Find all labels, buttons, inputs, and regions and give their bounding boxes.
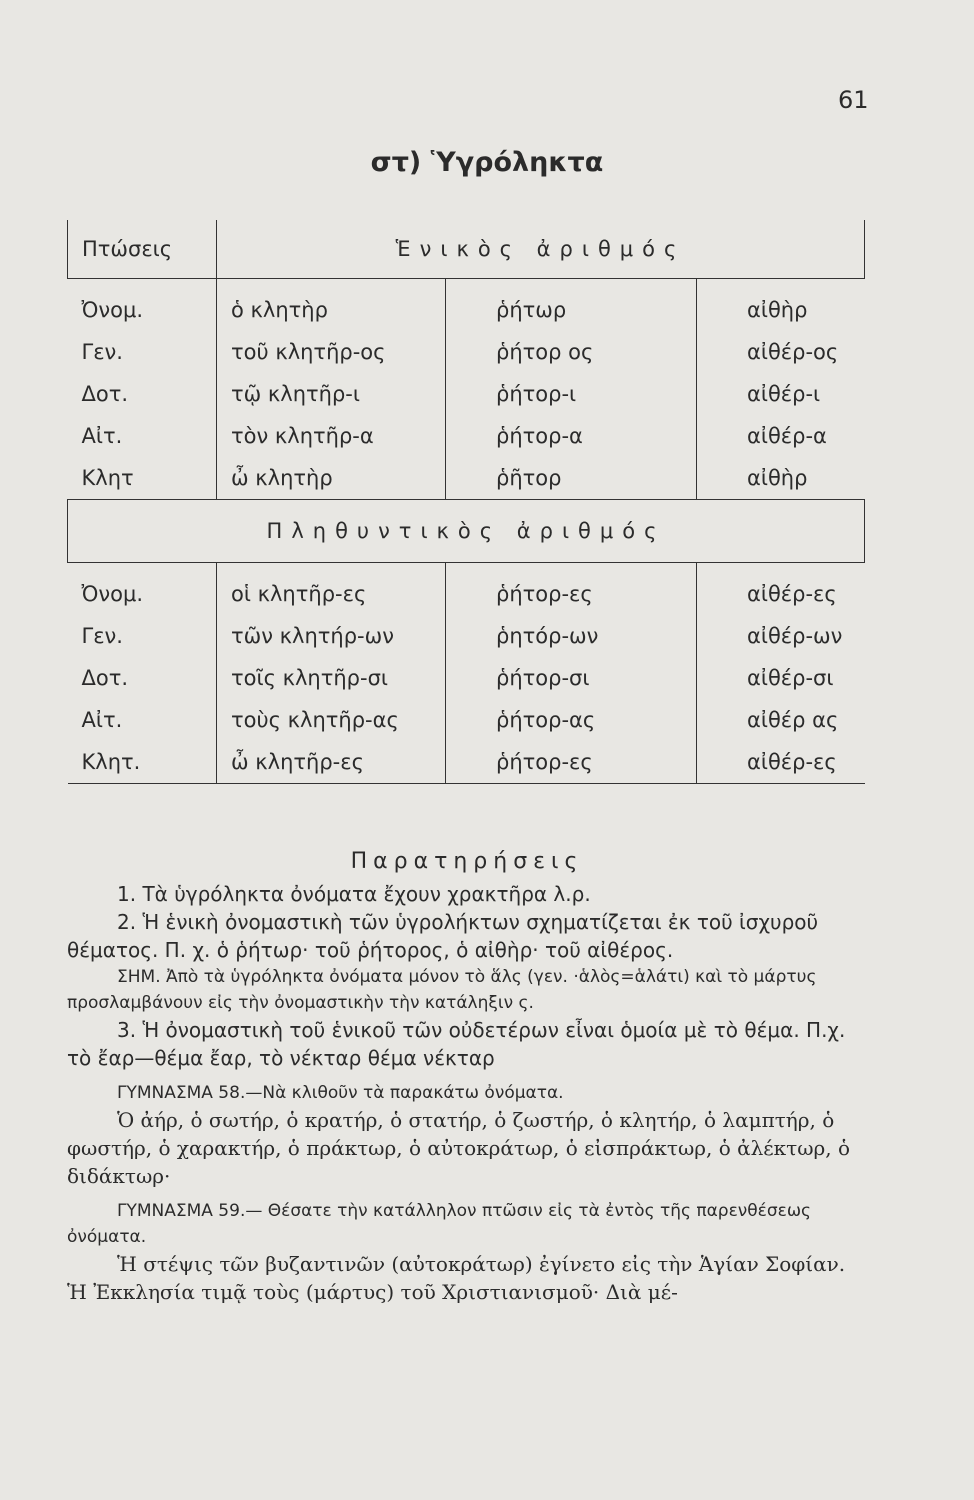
- exercise-58-text: Ὁ ἀήρ, ὁ σωτήρ, ὁ κρατήρ, ὁ στατήρ, ὁ ζωστήρ, ὁ κλητήρ, ὁ λαμπτήρ, ὁ φωστήρ, ὁ χαρακτήρ, ὁ πράκτωρ, ὁ αὐτοκράτωρ, ὁ εἰσπράκτωρ, ὁ ἀλέκτωρ, ὁ διδάκτωρ·: [67, 1108, 851, 1188]
- exercise-59-title: ΓΥΜΝΑΣΜΑ 59.— Θέσατε τὴν κατάλληλον πτῶσιν εἰς τὰ ἐντὸς τῆς παρενθέσεως ὀνόματα.: [67, 1201, 812, 1247]
- form-aithir: αἰθέρ-ι: [747, 382, 821, 406]
- form-ritor: ῥήτορ-ι: [446, 373, 697, 415]
- table-row: [68, 699, 865, 741]
- form-kletir: ὦ κλητὴρ: [217, 457, 446, 500]
- form-ritor: ῥήτορ ος: [446, 331, 697, 373]
- form-kletir: τοῖς κλητῆρ-σι: [217, 657, 446, 699]
- note-shm: ΣΗΜ. Ἀπὸ τὰ ὑγρόληκτα ὀνόματα μόνον τὸ ἅλς (γεν. ·ἁλὸς=ἁλάτι) καὶ τὸ μάρτυς προσλαμβάνουν εἰς τὴν ὀνομαστικὴν τὴν κατάληξιν ς.: [67, 967, 817, 1013]
- form-ritor: ῥῆτορ: [446, 457, 697, 500]
- form-ritor: ῥήτωρ: [446, 279, 697, 332]
- case-label: Γεν.: [68, 331, 217, 373]
- cases-header: Πτώσεις: [68, 220, 217, 279]
- form-aithir: αἰθέρ-α: [747, 424, 827, 448]
- case-label: Κλητ: [68, 457, 217, 500]
- table-row: [68, 415, 865, 457]
- table-row: [68, 331, 865, 373]
- case-label: Δοτ.: [68, 657, 217, 699]
- table-row: [68, 657, 865, 699]
- table-row: [68, 741, 865, 784]
- table-header-row: [68, 220, 865, 279]
- page-number: 61: [838, 86, 869, 114]
- case-label: Αἰτ.: [68, 415, 217, 457]
- form-kletir: τῶν κλητήρ-ων: [217, 615, 446, 657]
- exercise-59-text: Ἡ στέψις τῶν βυζαντινῶν (αὐτοκράτωρ) ἐγίνετο εἰς τὴν Ἁγίαν Σοφίαν. Ἡ Ἐκκλησία τιμᾷ τοὺς (μάρτυς) τοῦ Χριστιανισμοῦ· Διὰ μέ-: [67, 1252, 846, 1304]
- case-label: Αἰτ.: [68, 699, 217, 741]
- table-row: [68, 615, 865, 657]
- table-row: [68, 373, 865, 415]
- section-title: στ) Ὑγρόληκτα: [370, 147, 604, 178]
- case-label: Ὀνομ.: [68, 563, 217, 616]
- singular-title: Ἑνικὸς ἀριθμός: [217, 220, 865, 279]
- note-1: 1. Τὰ ὑγρόληκτα ὀνόματα ἔχουν χρακτῆρα λ.ρ.: [117, 882, 591, 906]
- form-aithir: αἰθὴρ: [747, 466, 808, 490]
- form-kletir: τῷ κλητῆρ-ι: [217, 373, 446, 415]
- case-label: Κλητ.: [68, 741, 217, 784]
- form-kletir: ὦ κλητῆρ-ες: [217, 741, 446, 784]
- form-kletir: οἱ κλητῆρ-ες: [217, 563, 446, 616]
- form-ritor: ῥητόρ-ων: [446, 615, 697, 657]
- case-label: Ὀνομ.: [68, 279, 217, 332]
- note-2: 2. Ἡ ἑνικὴ ὀνομαστικὴ τῶν ὑγρολήκτων σχηματίζεται ἐκ τοῦ ἰσχυροῦ θέματος. Π. χ. ὁ ῥήτωρ· τοῦ ῥήτορος, ὁ αἰθὴρ· τοῦ αἰθέρος.: [67, 910, 819, 962]
- form-aithir: αἰθέρ-ος: [747, 340, 839, 364]
- table-row: [68, 279, 865, 332]
- form-ritor: ῥήτορ-α: [446, 415, 697, 457]
- form-kletir: τοῦ κλητῆρ-ος: [217, 331, 446, 373]
- form-aithir: αἰθέρ-ων: [747, 624, 843, 648]
- form-ritor: ῥήτορ-σι: [446, 657, 697, 699]
- notes-title: Παρατηρήσεις: [350, 849, 584, 874]
- form-kletir: τοὺς κλητῆρ-ας: [217, 699, 446, 741]
- form-kletir: τὸν κλητῆρ-α: [217, 415, 446, 457]
- notes-section: [67, 848, 867, 1306]
- plural-header-row: [68, 500, 865, 563]
- table-row: [68, 457, 865, 500]
- form-ritor: ῥήτορ-ες: [446, 741, 697, 784]
- case-label: Γεν.: [68, 615, 217, 657]
- note-3: 3. Ἡ ὀνομαστικὴ τοῦ ἑνικοῦ τῶν οὐδετέρων εἶναι ὁμοία μὲ τὸ θέμα. Π.χ. τὸ ἔαρ—θέμα ἔαρ, τὸ νέκταρ θέμα νέκταρ: [67, 1018, 846, 1070]
- declension-table: [67, 220, 865, 784]
- exercise-58-title: ΓΥΜΝΑΣΜΑ 58.—Νὰ κλιθοῦν τὰ παρακάτω ὀνόματα.: [117, 1083, 564, 1103]
- form-aithir: αἰθέρ-ες: [747, 582, 837, 606]
- form-ritor: ῥήτορ-ες: [446, 563, 697, 616]
- table-row: [68, 563, 865, 616]
- form-aithir: αἰθέρ ας: [747, 708, 839, 732]
- plural-title: Πληθυντικὸς ἀριθμός: [68, 500, 865, 563]
- form-kletir: ὁ κλητὴρ: [217, 279, 446, 332]
- form-aithir: αἰθέρ-σι: [747, 666, 834, 690]
- form-ritor: ῥήτορ-ας: [446, 699, 697, 741]
- form-aithir: αἰθὴρ: [747, 298, 808, 322]
- case-label: Δοτ.: [68, 373, 217, 415]
- form-aithir: αἰθέρ-ες: [697, 741, 865, 784]
